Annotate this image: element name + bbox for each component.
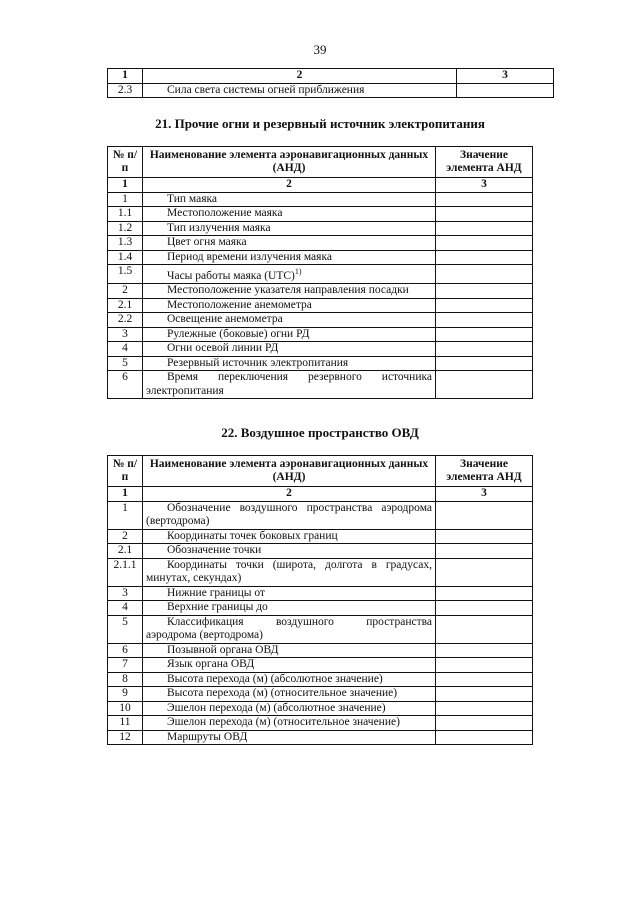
table-row xyxy=(108,327,533,342)
row-value xyxy=(436,342,533,357)
row-name-wrap xyxy=(143,371,436,399)
row-number: 2.3 xyxy=(108,83,143,98)
row-number: 1.1 xyxy=(108,207,143,222)
row-value xyxy=(436,529,533,544)
table-row xyxy=(108,356,533,371)
row-name: Местоположение анемометра xyxy=(143,298,436,313)
row-value xyxy=(436,250,533,265)
col-number-2: 2 xyxy=(143,69,457,84)
row-name: Высота перехода (м) (абсолютное значение) xyxy=(143,672,436,687)
row-number: 6 xyxy=(108,643,143,658)
row-name-line2: минутах, секундах) xyxy=(146,572,242,584)
table-row xyxy=(108,192,533,207)
row-number: 3 xyxy=(108,327,143,342)
row-value xyxy=(436,687,533,702)
col-number-2: 2 xyxy=(143,178,436,193)
table-row xyxy=(108,658,533,673)
row-number: 9 xyxy=(108,687,143,702)
row-name-line1: Классификация воздушного пространства xyxy=(167,615,432,628)
row-value xyxy=(436,658,533,673)
row-number: 2 xyxy=(108,529,143,544)
header-name: Наименование элемента аэронавигационных данных (АНД) xyxy=(143,456,436,487)
row-number: 3 xyxy=(108,586,143,601)
row-name: Рулежные (боковые) огни РД xyxy=(143,327,436,342)
col-number-1: 1 xyxy=(108,487,143,502)
row-number: 8 xyxy=(108,672,143,687)
page-number: 39 xyxy=(313,42,327,57)
row-value xyxy=(436,615,533,643)
row-value xyxy=(436,501,533,529)
row-name: Освещение анемометра xyxy=(143,313,436,328)
col-number-2: 2 xyxy=(143,487,436,502)
column-number-row xyxy=(108,178,533,193)
row-name: Эшелон перехода (м) (абсолютное значение) xyxy=(143,701,436,716)
row-name-line2: электропитания xyxy=(146,384,224,397)
row-name: Нижние границы от xyxy=(143,586,436,601)
table-row xyxy=(108,207,533,222)
row-number: 2.1.1 xyxy=(108,558,143,586)
table-row xyxy=(108,298,533,313)
row-value xyxy=(436,284,533,299)
row-number: 1.3 xyxy=(108,236,143,251)
row-number: 4 xyxy=(108,342,143,357)
row-value xyxy=(436,701,533,716)
row-number: 2.1 xyxy=(108,298,143,313)
row-value xyxy=(436,643,533,658)
table-row xyxy=(108,558,533,586)
row-number: 6 xyxy=(108,371,143,399)
table-row xyxy=(108,236,533,251)
row-value xyxy=(436,371,533,399)
row-value xyxy=(436,221,533,236)
col-number-3: 3 xyxy=(436,178,533,193)
row-name: Огни осевой линии РД xyxy=(143,342,436,357)
table-row xyxy=(108,284,533,299)
table-row xyxy=(108,250,533,265)
row-value xyxy=(436,356,533,371)
row-name: Тип маяка xyxy=(143,192,436,207)
section-21-table xyxy=(107,146,533,399)
row-number: 2.1 xyxy=(108,544,143,559)
row-name: Язык органа ОВД xyxy=(143,658,436,673)
header-name: Наименование элемента аэронавигационных данных (АНД) xyxy=(143,147,436,178)
table-row xyxy=(108,730,533,745)
table-row xyxy=(108,643,533,658)
row-value xyxy=(436,207,533,222)
header-row xyxy=(108,456,533,487)
row-name: Эшелон перехода (м) (относительное значение) xyxy=(143,716,436,731)
table-row xyxy=(108,672,533,687)
row-number: 5 xyxy=(108,356,143,371)
table-row xyxy=(108,83,554,98)
row-number: 10 xyxy=(108,701,143,716)
table-row xyxy=(108,529,533,544)
row-number: 11 xyxy=(108,716,143,731)
row-name-wrap xyxy=(143,615,436,643)
row-number: 5 xyxy=(108,615,143,643)
row-name-line1: Время переключения резервного источника xyxy=(167,371,432,384)
row-name-line2: аэродрома (вертодрома) xyxy=(146,629,263,641)
row-name: Обозначение точки xyxy=(143,544,436,559)
row-value xyxy=(436,298,533,313)
table-row xyxy=(108,601,533,616)
row-number: 1 xyxy=(108,192,143,207)
section-22-table xyxy=(107,455,533,745)
row-name: Маршруты ОВД xyxy=(143,730,436,745)
row-value xyxy=(436,544,533,559)
column-number-row xyxy=(108,487,533,502)
row-value xyxy=(436,236,533,251)
row-value xyxy=(436,672,533,687)
header-value: Значение элемента АНД xyxy=(436,147,533,178)
row-name: Часы работы маяка (UTC) xyxy=(167,269,295,282)
row-number: 2.2 xyxy=(108,313,143,328)
row-name: Резервный источник электропитания xyxy=(143,356,436,371)
header-num: № п/п xyxy=(108,456,143,487)
row-value xyxy=(436,730,533,745)
row-value xyxy=(436,558,533,586)
row-value xyxy=(436,265,533,284)
row-name-line1: Координаты точки (широта, долгота в градусах, xyxy=(167,558,432,571)
row-name-wrap xyxy=(143,265,436,284)
row-value xyxy=(436,313,533,328)
row-name-wrap xyxy=(143,558,436,586)
row-value xyxy=(457,83,554,98)
row-number: 1.2 xyxy=(108,221,143,236)
table-row xyxy=(108,221,533,236)
row-value xyxy=(436,601,533,616)
table-row xyxy=(108,371,533,399)
table-row xyxy=(108,501,533,529)
row-number: 12 xyxy=(108,730,143,745)
row-name: Местоположение указателя направления посадки xyxy=(143,284,436,299)
section-22-title: 22. Воздушное пространство ОВД xyxy=(221,425,419,440)
col-number-3: 3 xyxy=(457,69,554,84)
row-value xyxy=(436,586,533,601)
row-name: Координаты точек боковых границ xyxy=(143,529,436,544)
row-name: Период времени излучения маяка xyxy=(143,250,436,265)
section-21-title: 21. Прочие огни и резервный источник электропитания xyxy=(155,116,485,131)
row-name-line2: (вертодрома) xyxy=(146,515,210,527)
continuation-table xyxy=(107,68,554,98)
table-row xyxy=(108,615,533,643)
table-row xyxy=(108,313,533,328)
row-number: 7 xyxy=(108,658,143,673)
row-value xyxy=(436,192,533,207)
header-value: Значение элемента АНД xyxy=(436,456,533,487)
header-row xyxy=(108,147,533,178)
row-number: 1.5 xyxy=(108,265,143,284)
footnote-marker: 1) xyxy=(294,267,302,276)
row-number: 1.4 xyxy=(108,250,143,265)
row-name: Местоположение маяка xyxy=(143,207,436,222)
row-name: Позывной органа ОВД xyxy=(143,643,436,658)
col-number-1: 1 xyxy=(108,69,143,84)
row-number: 4 xyxy=(108,601,143,616)
col-number-3: 3 xyxy=(436,487,533,502)
row-name-wrap xyxy=(143,501,436,529)
column-number-row xyxy=(108,69,554,84)
row-name: Высота перехода (м) (относительное значение) xyxy=(143,687,436,702)
header-num: № п/п xyxy=(108,147,143,178)
row-number: 2 xyxy=(108,284,143,299)
table-row xyxy=(108,586,533,601)
row-value xyxy=(436,716,533,731)
row-name: Цвет огня маяка xyxy=(143,236,436,251)
table-row xyxy=(108,701,533,716)
row-name-line1: Обозначение воздушного пространства аэродрома xyxy=(167,501,432,514)
row-number: 1 xyxy=(108,501,143,529)
table-row xyxy=(108,716,533,731)
table-row xyxy=(108,687,533,702)
row-name: Сила света системы огней приближения xyxy=(143,83,457,98)
row-value xyxy=(436,327,533,342)
col-number-1: 1 xyxy=(108,178,143,193)
table-row xyxy=(108,265,533,284)
row-name: Тип излучения маяка xyxy=(143,221,436,236)
row-name: Верхние границы до xyxy=(143,601,436,616)
table-row xyxy=(108,544,533,559)
table-row xyxy=(108,342,533,357)
